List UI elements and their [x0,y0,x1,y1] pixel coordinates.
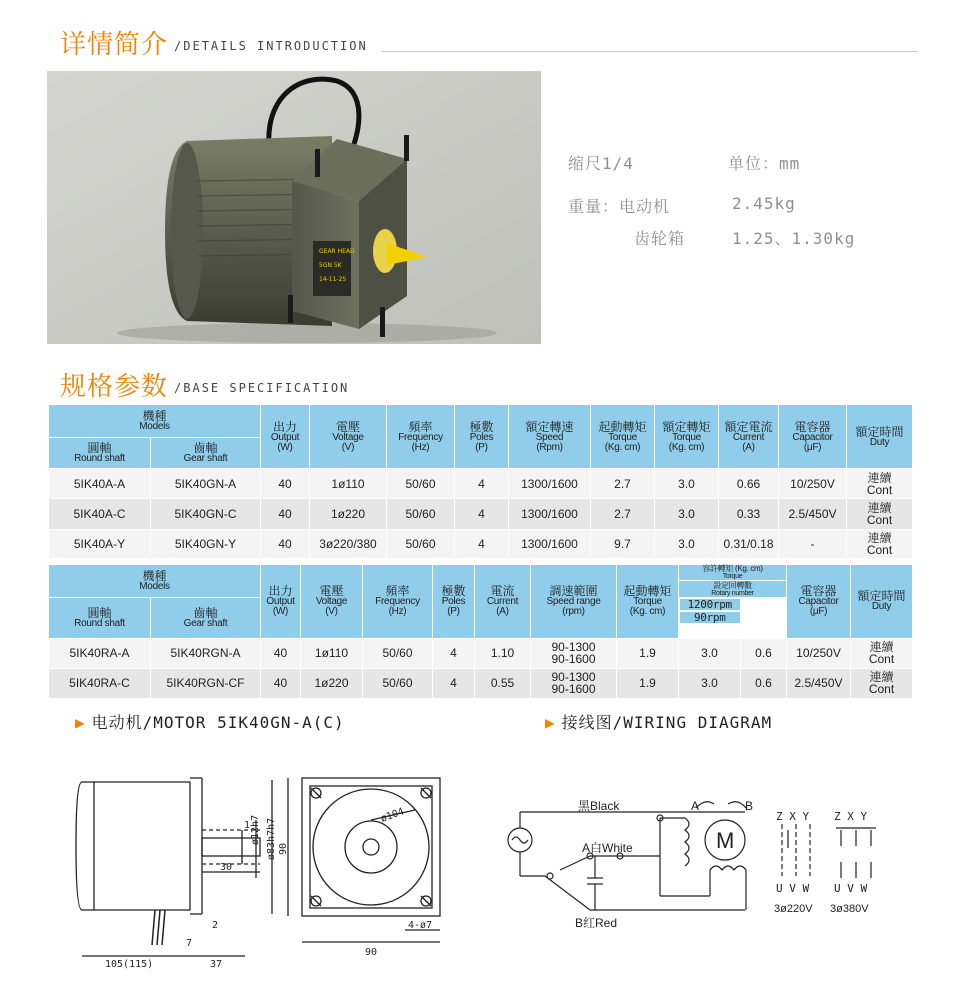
table-row: 5IK40A-Y 5IK40GN-Y 40 3ø220/380 50/60 4 1300/1600 9.7 3.0 0.31/0.18 - 連續 Cont [49,530,913,559]
weight-label: 重量：电动机 [568,197,671,216]
dim-pilot-dia: ø83h7h7 [266,817,277,860]
details-title-en: /DETAILS INTRODUCTION [174,38,368,53]
dim-pcd: ø104 [379,806,406,825]
table-row: 5IK40RA-C 5IK40RGN-CF 40 1ø220 50/60 4 0.55 90-1300 90-1600 1.9 3.0 0.6 2.5/450V 連續 Cont [49,668,913,698]
unit-label: 单位：mm [728,154,801,173]
spec-title-en: /BASE SPECIFICATION [174,380,350,395]
terminals-bot-1: U V W [776,882,810,895]
motor-section-title: ▶ 电动机/MOTOR 5IK40GN-A(C) [75,713,345,732]
dim-height: 90 [278,842,289,855]
weight-motor: 2.45kg [732,194,796,213]
motor-dimension-drawing [60,760,480,975]
t1-capacitor-header: 電容器 Capacitor (μF) [779,405,847,469]
table-row: 5IK40RA-A 5IK40RGN-A 40 1ø110 50/60 4 1.10 90-1300 90-1600 1.9 3.0 0.6 10/250V 連續 Cont [49,638,913,668]
spec-title [60,366,349,403]
t2-frequency-header: 頻率 Frequency (Hz) [363,565,433,639]
details-title [60,24,368,61]
dim-body-len: 105(115) [105,959,154,970]
t2-output-header: 出力 Output (W) [261,565,301,639]
arrow-right-icon: ▶ [75,713,86,732]
voltage-220: 3ø220V [774,903,813,915]
t2-rpm90-header: 90rpm [679,611,741,624]
gear-motor-image [47,71,541,344]
terminals-top-1: Z X Y [776,810,810,823]
dir-b-label: B [745,799,754,813]
dim-shaft-dia: ø12h7 [250,814,261,845]
arrow-right-icon: ▶ [545,713,556,732]
dir-a-label: A [691,799,700,813]
spec-title-cn: 规格参数 [60,372,169,402]
dim-7: 7 [186,938,193,949]
t1-duty-header: 額定時間 Duty [847,405,913,469]
t2-current-header: 電流 Current (A) [475,565,531,639]
spec-table-2 [48,564,913,699]
wire-white-label: A白White [582,841,633,855]
wiring-diagram [500,790,900,940]
t1-poles-header: 極數 Poles (P) [455,405,509,469]
t1-gear-shaft-header: 齒軸 Gear shaft [151,438,261,469]
t1-rated-torque-header: 額定轉矩 Torque (Kg. cm) [655,405,719,469]
gearbox-label: 齿轮箱 [634,229,686,248]
wire-black-label: 黑Black [578,799,620,813]
wiring-section-title: ▶ 接线图/WIRING DIAGRAM [545,713,773,732]
photo-label-2: 5GN 5K [319,262,342,269]
t2-rotary-header: 設定回轉數 Rotary number [679,581,787,598]
t2-speed-range-header: 調速範圍 Speed range (rpm) [531,565,617,639]
motor-symbol: M [716,828,735,853]
t2-models-header: 機種 Models [49,565,261,598]
weight-gearbox: 1.25、1.30kg [732,229,856,248]
t2-rpm1200-header: 1200rpm [679,598,741,611]
terminals-top-2: Z X Y [834,810,868,823]
terminals-bot-2: U V W [834,882,868,895]
table1-header-row [49,405,913,438]
voltage-380: 3ø380V [830,903,869,915]
photo-label-3: 14-11-25 [319,276,347,283]
t1-output-header: 出力 Output (W) [261,405,310,469]
t2-poles-header: 極數 Poles (P) [433,565,475,639]
dim-width: 90 [365,947,378,958]
t2-capacitor-header: 電容器 Capacitor (μF) [787,565,851,639]
t2-round-shaft-header: 圓軸 Round shaft [49,598,151,639]
details-divider [382,51,918,52]
t1-current-header: 額定電流 Current (A) [719,405,779,469]
dim-holes: 4-ø7 [408,920,433,931]
t2-allow-torque-header: 容許轉矩 (Kg. cm) Torque [679,565,787,581]
t1-frequency-header: 頻率 Frequency (Hz) [387,405,455,469]
t2-voltage-header: 電壓 Voltage (V) [301,565,363,639]
table-row: 5IK40A-A 5IK40GN-A 40 1ø110 50/60 4 1300/1600 2.7 3.0 0.66 10/250V 連續 Cont [49,469,913,499]
t1-models-header: 機種 Models [49,405,261,438]
t2-gear-shaft-header: 齒軸 Gear shaft [151,598,261,639]
spec-table-1 [48,404,913,559]
photo-label-1: GEAR HEAD [319,248,355,255]
product-photo [47,71,541,344]
t1-start-torque-header: 起動轉矩 Torque (Kg. cm) [591,405,655,469]
dim-2: 2 [212,920,219,931]
t2-duty-header: 額定時間 Duty [851,565,913,639]
dim-37: 37 [210,959,223,970]
scale-label: 缩尺1/4 [568,154,634,173]
table-row: 5IK40A-C 5IK40GN-C 40 1ø220 50/60 4 1300/1600 2.7 3.0 0.33 2.5/450V 連續 Cont [49,499,913,530]
dim-shaft-len: 30 [220,862,233,873]
details-title-cn: 详情简介 [60,30,169,60]
wire-red-label: B红Red [575,916,618,930]
t2-start-torque-header: 起動轉矩 Torque (Kg. cm) [617,565,679,639]
t1-voltage-header: 電壓 Voltage (V) [310,405,387,469]
t1-round-shaft-header: 圓軸 Round shaft [49,438,151,469]
t1-speed-header: 額定轉速 Speed (Rpm) [509,405,591,469]
dim-1: 1 [244,820,251,831]
